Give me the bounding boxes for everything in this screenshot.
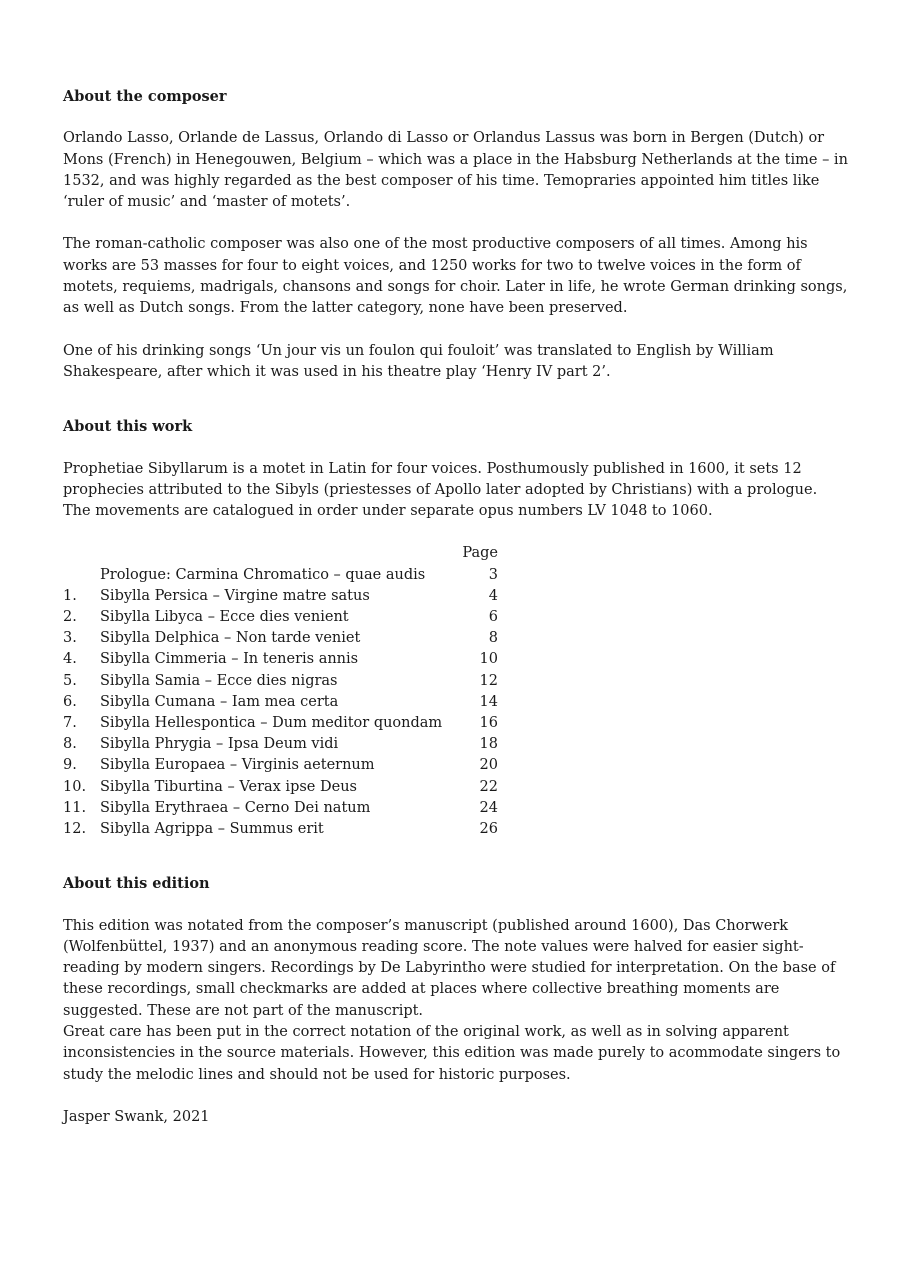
movement-number: 8. <box>63 736 77 753</box>
table-row <box>63 819 498 840</box>
edition-heading: About this edition <box>63 875 210 893</box>
work-paragraph: The movements are catalogued in order under separate opus numbers LV 1048 to 1060. <box>63 503 713 520</box>
movement-title: Sibylla Agrippa – Summus erit <box>100 821 324 838</box>
movement-title: Sibylla Phrygia – Ipsa Deum vidi <box>100 736 339 753</box>
signature: Jasper Swank, 2021 <box>63 1108 210 1125</box>
edition-paragraph: This edition was notated from the composer’s manuscript (published around 1600), Das Chorwerk (Wolfenbüttel, 1937) and an anonymous reading score. The note values were halved for easier sight-reading by modern singers. Recordings by De Labyrintho were studied for interpretation. On the base of these recordings, small checkmarks are added at places where collective breathing moments are suggested. These are not part of the manuscript. <box>63 917 836 1019</box>
movement-page: 26 <box>479 821 498 838</box>
movement-page: 6 <box>488 609 498 626</box>
movement-title: Sibylla Tiburtina – Verax ipse Deus <box>100 778 357 795</box>
movement-page: 8 <box>488 630 498 647</box>
composer-heading: About the composer <box>63 88 227 105</box>
movement-title: Sibylla Cimmeria – In teneris annis <box>100 651 359 668</box>
movement-number: 9. <box>63 757 77 774</box>
table-row <box>63 671 498 692</box>
movement-title: Prologue: Carmina Chromatico – quae audis <box>100 566 426 583</box>
work-heading: About this work <box>63 418 193 436</box>
movement-title: Sibylla Libyca – Ecce dies venient <box>100 609 349 626</box>
table-row <box>63 777 498 798</box>
movement-page: 16 <box>479 715 498 732</box>
composer-paragraph: The roman-catholic composer was also one of the most productive composers of all times. Among his works are 53 masses for four to eight voices, and 1250 works for two to twelve voices in the form of motets, requiems, madrigals, chansons and songs for choir. Later in life, he wrote German drinking songs, as well as Dutch songs. From the latter category, none have been preserved. <box>63 236 848 317</box>
edition-paragraph: Great care has been put in the correct notation of the original work, as well as in solving apparent inconsistencies in the source materials. However, this edition was made purely to acommodate singers to study the melodic lines and should not be used for historic purposes. <box>63 1024 841 1083</box>
movement-page: 10 <box>479 651 498 668</box>
table-row <box>63 628 498 649</box>
table-row <box>63 734 498 755</box>
table-row <box>63 755 498 776</box>
movement-number: 1. <box>63 587 77 604</box>
movement-title: Sibylla Hellespontica – Dum meditor quondam <box>100 715 443 732</box>
table-header-row <box>63 543 498 564</box>
table-row <box>63 586 498 607</box>
movement-number: 2. <box>63 609 77 626</box>
movement-page: 18 <box>479 736 498 753</box>
movement-page: 24 <box>479 799 498 816</box>
movements-table <box>63 543 498 840</box>
movement-title: Sibylla Erythraea – Cerno Dei natum <box>100 799 371 816</box>
document-page <box>63 86 853 1128</box>
work-paragraph: Prophetiae Sibyllarum is a motet in Latin for four voices. Posthumously published in 1600, it sets 12 prophecies attributed to the Sibyls (priestesses of Apollo later adopted by Christians) with a prologue. <box>63 460 818 498</box>
table-row <box>63 649 498 670</box>
movement-number: 7. <box>63 715 77 732</box>
table-row <box>63 607 498 628</box>
movement-page: 12 <box>479 672 498 689</box>
movement-page: 3 <box>488 566 498 583</box>
table-row <box>63 798 498 819</box>
movement-number: 3. <box>63 630 77 647</box>
movement-number: 4. <box>63 651 77 668</box>
table-row <box>63 713 498 734</box>
movement-title: Sibylla Samia – Ecce dies nigras <box>100 672 338 689</box>
movement-page: 4 <box>488 587 498 604</box>
movement-number: 11. <box>63 799 87 816</box>
table-row <box>63 565 498 586</box>
page-column-header: Page <box>462 545 498 562</box>
composer-paragraph: One of his drinking songs ‘Un jour vis un foulon qui fouloit’ was translated to English by William Shakespeare, after which it was used in his theatre play ‘Henry IV part 2’. <box>63 342 774 380</box>
movement-page: 14 <box>479 693 498 710</box>
movement-title: Sibylla Delphica – Non tarde veniet <box>100 630 361 647</box>
movement-title: Sibylla Europaea – Virginis aeternum <box>100 757 375 774</box>
movement-title: Sibylla Cumana – Iam mea certa <box>100 693 339 710</box>
movement-number: 6. <box>63 693 77 710</box>
movement-page: 20 <box>479 757 498 774</box>
movement-number: 12. <box>63 821 87 838</box>
movement-number: 10. <box>63 778 87 795</box>
movement-number: 5. <box>63 672 77 689</box>
composer-paragraph: Orlando Lasso, Orlande de Lassus, Orlando di Lasso or Orlandus Lassus was born in Bergen (Dutch) or Mons (French) in Henegouwen, Belgium – which was a place in the Habsburg Netherlands at the time – in 1532, and was highly regarded as the best composer of his time. Temopraries appointed him titles like ‘ruler of music’ and ‘master of motets’. <box>63 130 848 211</box>
table-row <box>63 692 498 713</box>
movement-page: 22 <box>479 778 498 795</box>
movement-number <box>63 565 100 586</box>
movement-title: Sibylla Persica – Virgine matre satus <box>100 587 370 604</box>
